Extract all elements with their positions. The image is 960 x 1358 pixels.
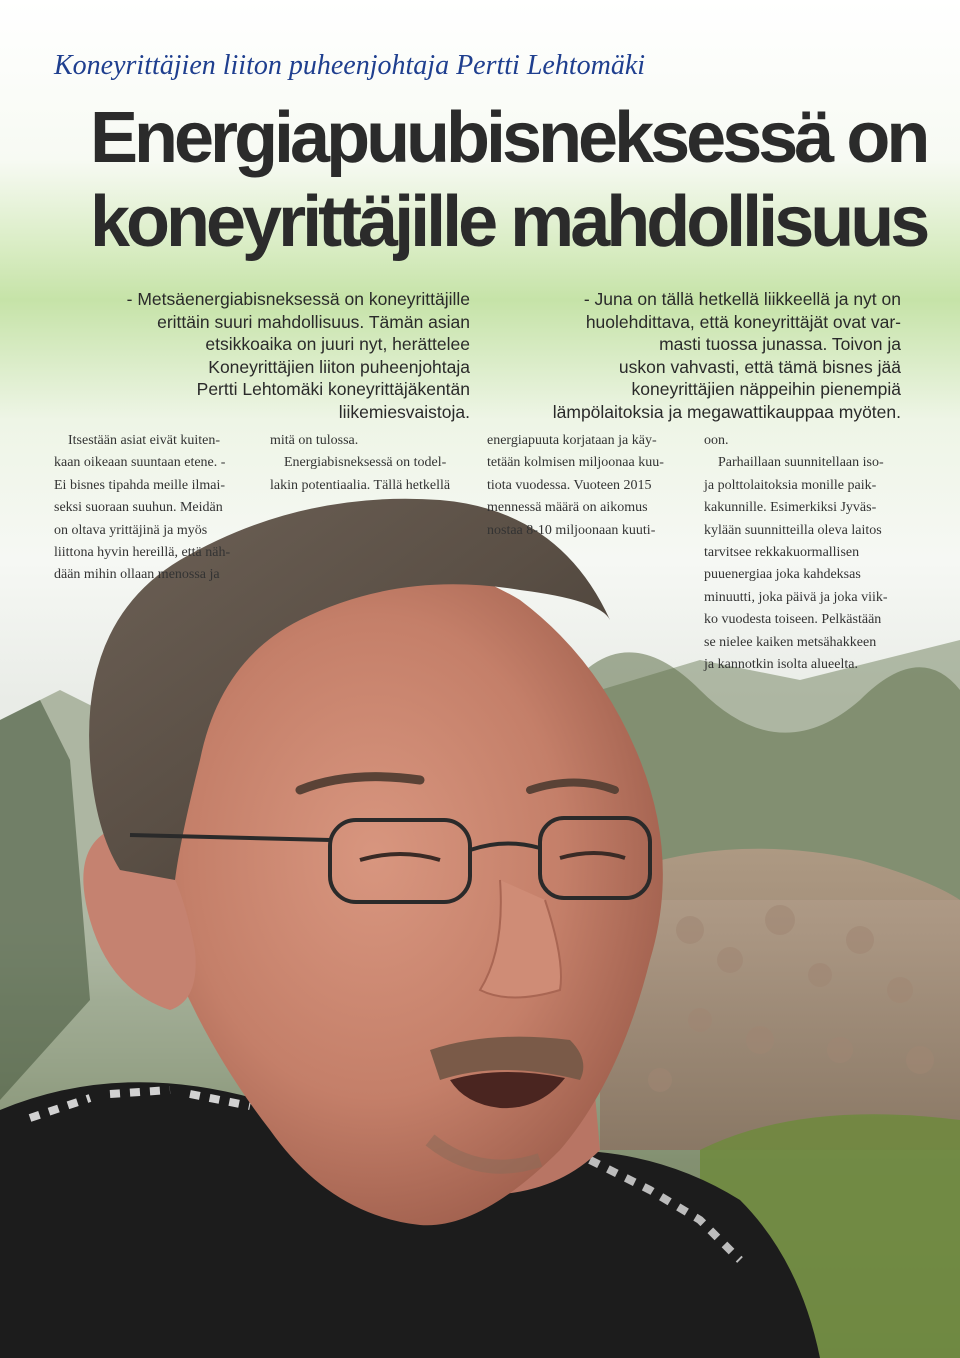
lead-left-line: Pertti Lehtomäki koneyrittäjäkentän	[196, 379, 470, 399]
body-line: on oltava yrittäjinä ja myös	[54, 522, 208, 538]
body-line: puuenergiaa joka kahdeksas	[704, 567, 861, 583]
body-line: energiapuuta korjataan ja käy-	[487, 433, 657, 448]
body-line: ko vuodesta toiseen. Pelkästään	[704, 612, 882, 628]
lead-left-line: liikemiesvaistoja.	[338, 401, 470, 422]
body-line: kakunnille. Esimerkiksi Jyväs-	[704, 500, 877, 516]
headline-line-1: Energiapuubisneksessä on	[90, 98, 927, 178]
body-column-3	[487, 430, 687, 542]
body-line: seksi suoraan suuhun. Meidän	[54, 500, 223, 516]
body-line: mennessä määrä on aikomus	[487, 500, 648, 516]
body-line: se nielee kaiken metsähakkeen	[704, 634, 877, 650]
body-line: kaan oikeaan suuntaan etene. -	[54, 455, 226, 471]
headline-line-2: koneyrittäjille mahdollisuus	[90, 182, 927, 262]
body-column-2	[270, 430, 470, 497]
lead-right-line: uskon vahvasti, että tämä bisnes jää	[618, 356, 901, 377]
lead-right-line: koneyrittäjien näppeihin pienempiä	[631, 379, 901, 399]
body-line: mitä on tulossa.	[270, 433, 359, 448]
body-line: tetään kolmisen miljoonaa kuu-	[487, 455, 664, 471]
lead-left-line: - Metsäenergiabisneksessä on koneyrittäjille	[126, 289, 470, 309]
kicker: Koneyrittäjien liiton puheenjohtaja Pertti Lehtomäki	[54, 50, 646, 81]
body-line: ja kannotkin isolta alueelta.	[704, 657, 858, 673]
body-line: Itsestään asiat eivät kuiten-	[68, 433, 220, 448]
body-line: oon.	[704, 433, 729, 448]
body-line: tarvitsee rekkakuormallisen	[704, 545, 860, 561]
body-line: dään mihin ollaan menossa ja	[54, 567, 220, 583]
lead-left-line: erittäin suuri mahdollisuus. Tämän asian	[157, 311, 470, 332]
lead-left-line: Koneyrittäjien liiton puheenjohtaja	[208, 356, 470, 377]
lead-right	[505, 288, 901, 423]
body-line: minuutti, joka päivä ja joka viik-	[704, 589, 888, 605]
body-column-1	[54, 430, 254, 587]
body-line: tiota vuodessa. Vuoteen 2015	[487, 477, 652, 493]
headline	[90, 96, 927, 264]
lead-right-line: masti tuossa junassa. Toivon ja	[659, 334, 901, 354]
body-line: Ei bisnes tipahda meille ilmai-	[54, 477, 226, 493]
body-line: lakin potentiaalia. Tällä hetkellä	[270, 477, 451, 493]
body-column-4	[704, 430, 904, 676]
lead-left	[80, 288, 470, 423]
lead-left-line: etsikkoaika on juuri nyt, herättelee	[205, 334, 470, 354]
body-line: ja polttolaitoksia monille paik-	[704, 477, 877, 493]
lead-right-line: - Juna on tällä hetkellä liikkeellä ja nyt on	[583, 289, 901, 309]
lead-right-line: huolehdittava, että koneyrittäjät ovat var-	[585, 311, 901, 332]
lead-right-line: lämpölaitoksia ja megawattikauppaa myöten.	[552, 401, 901, 422]
body-line: kylään suunnitteilla oleva laitos	[704, 522, 882, 538]
body-line: liittona hyvin hereillä, että näh-	[54, 545, 231, 561]
body-line: nostaa 8-10 miljoonaan kuuti-	[487, 522, 656, 538]
body-line: Parhaillaan suunnitellaan iso-	[718, 455, 884, 471]
body-line: Energiabisneksessä on todel-	[284, 455, 447, 471]
